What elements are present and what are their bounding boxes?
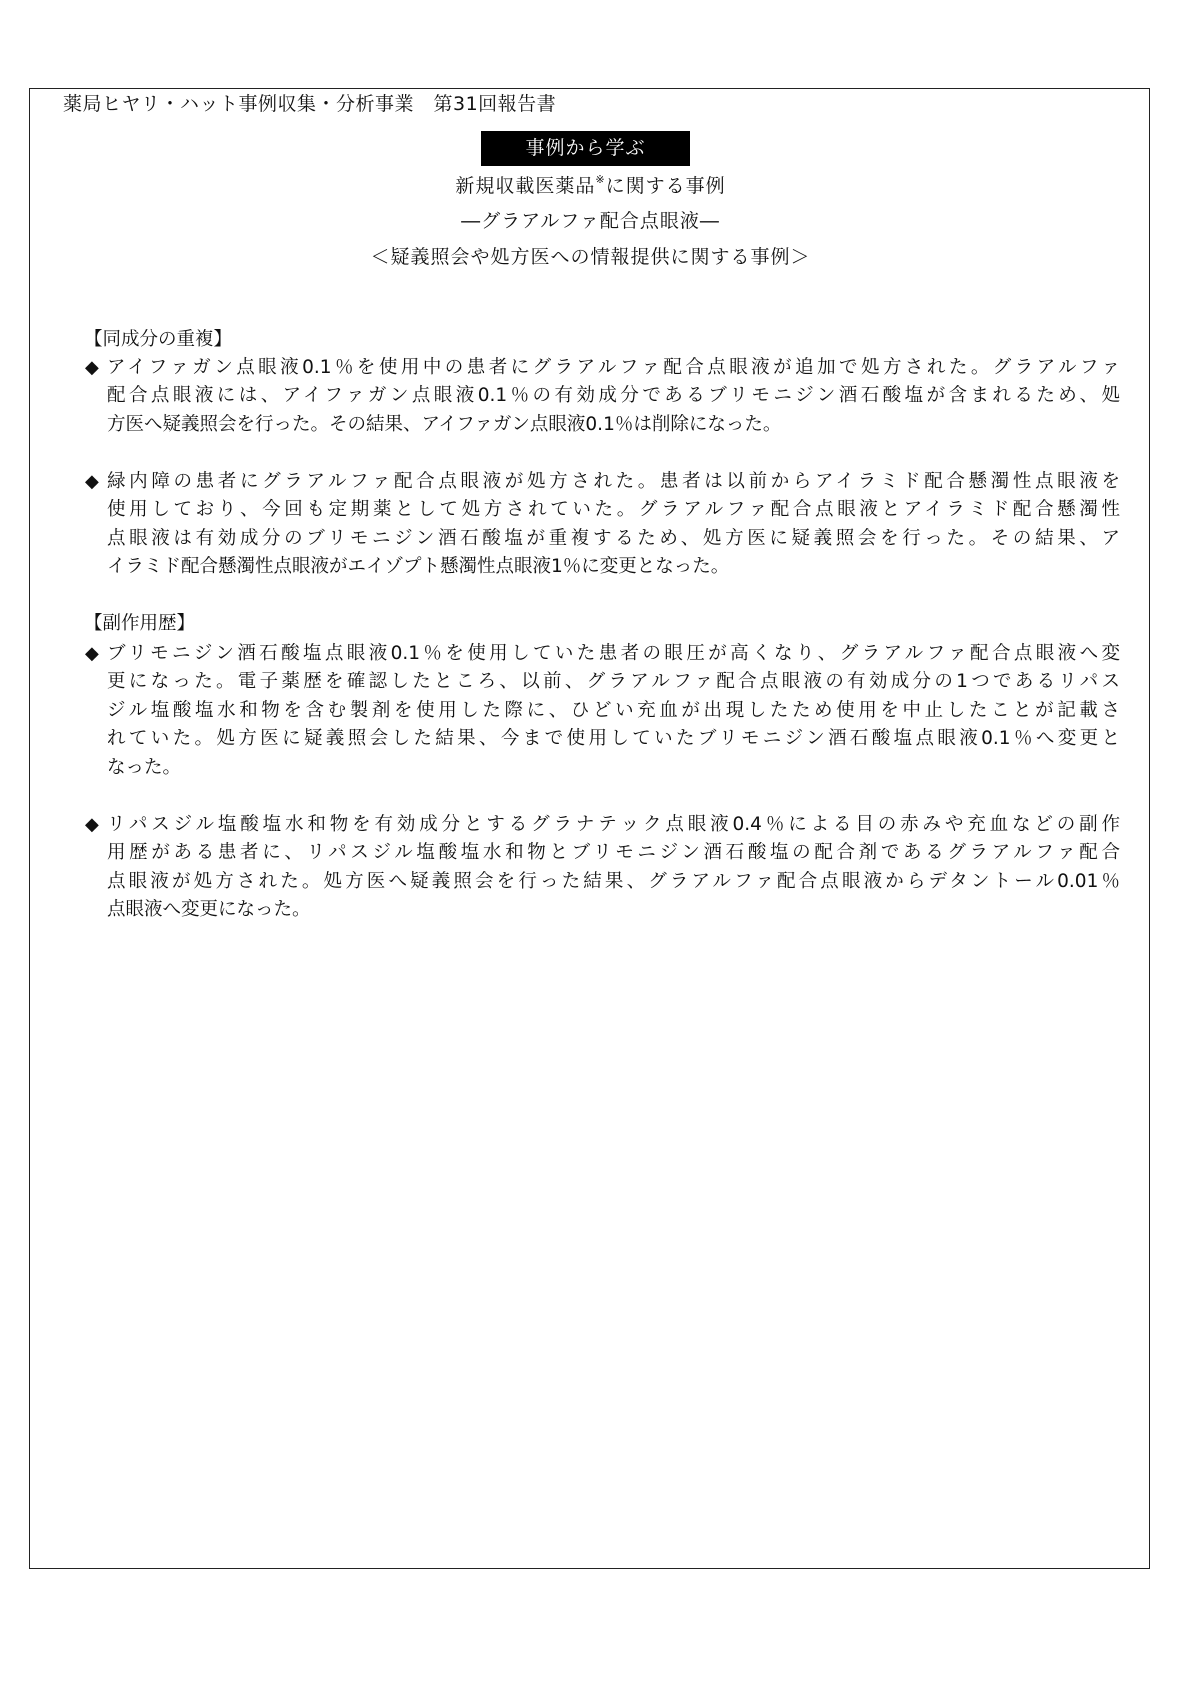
case-line: 更になった。電子薬歴を確認したところ、以前、グラアルファ配合点眼液の有効成分の1つであるリパス xyxy=(107,671,1120,693)
case-line: 用歴がある患者に、リパスジル塩酸塩水和物とブリモニジン酒石酸塩の配合剤であるグラアルファ配合 xyxy=(107,842,1120,864)
report-header: 薬局ヒヤリ・ハット事例収集・分析事業 第31回報告書 xyxy=(63,93,557,115)
case-text xyxy=(107,468,1120,582)
case-line: 点眼液へ変更になった。 xyxy=(107,899,311,921)
case-line: 緑内障の患者にグラアルファ配合点眼液が処方された。患者は以前からアイラミド配合懸濁性点眼液を xyxy=(107,471,1120,492)
case-item xyxy=(85,468,1120,582)
section-badge: 事例から学ぶ xyxy=(481,131,690,166)
diamond-bullet-icon: ◆ xyxy=(85,357,99,378)
case-line: アイファガン点眼液0.1％を使用中の患者にグラアルファ配合点眼液が追加で処方された。グラアルファ xyxy=(107,357,1120,378)
section-heading-side-effect: 【副作用歴】 xyxy=(84,613,196,634)
case-line: ジル塩酸塩水和物を含む製剤を使用した際に、ひどい充血が出現したため使用を中止したことが記載さ xyxy=(107,699,1120,721)
case-line: れていた。処方医に疑義照会した結果、今まで使用していたブリモニジン酒石酸塩点眼液0.1％へ変更と xyxy=(107,728,1120,750)
case-text xyxy=(107,354,1120,439)
case-line: 点眼液が処方された。処方医へ疑義照会を行った結果、グラアルファ配合点眼液からデタントール0.01％ xyxy=(107,870,1120,892)
title-line-1 xyxy=(0,172,1181,200)
case-line: なった。 xyxy=(107,756,182,778)
case-text xyxy=(107,640,1120,782)
case-line: 配合点眼液には、アイファガン点眼液0.1％の有効成分であるブリモニジン酒石酸塩が含まれるため、処 xyxy=(107,385,1120,407)
title-line-2: ―グラアルファ配合点眼液― xyxy=(461,210,720,232)
title-line-3: ＜疑義照会や処方医への情報提供に関する事例＞ xyxy=(370,246,811,268)
section-heading-duplicate: 【同成分の重複】 xyxy=(84,329,233,350)
case-line: 使用しており、今回も定期薬として処方されていた。グラアルファ配合点眼液とアイラミド配合懸濁性 xyxy=(107,499,1120,521)
reference-mark: ※ xyxy=(595,173,606,186)
case-line: 点眼液は有効成分のブリモニジン酒石酸塩が重複するため、処方医に疑義照会を行った。その結果、ア xyxy=(107,527,1120,549)
case-item xyxy=(85,354,1120,439)
diamond-bullet-icon: ◆ xyxy=(85,643,99,664)
case-line: 方医へ疑義照会を行った。その結果、アイファガン点眼液0.1％は削除になった。 xyxy=(107,413,782,435)
case-line: リパスジル塩酸塩水和物を有効成分とするグラナテック点眼液0.4％による目の赤みや充血などの副作 xyxy=(107,814,1120,835)
diamond-bullet-icon: ◆ xyxy=(85,471,99,492)
title-line-1-main: 新規収載医薬品 xyxy=(455,175,596,197)
case-line: イラミド配合懸濁性点眼液がエイゾプト懸濁性点眼液1％に変更となった。 xyxy=(107,556,730,578)
case-text xyxy=(107,811,1120,925)
title-line-1-suffix: に関する事例 xyxy=(605,175,726,197)
diamond-bullet-icon: ◆ xyxy=(85,814,99,835)
case-line: ブリモニジン酒石酸塩点眼液0.1％を使用していた患者の眼圧が高くなり、グラアルファ配合点眼液へ変 xyxy=(107,643,1120,664)
case-item xyxy=(85,811,1120,925)
case-item xyxy=(85,640,1120,782)
